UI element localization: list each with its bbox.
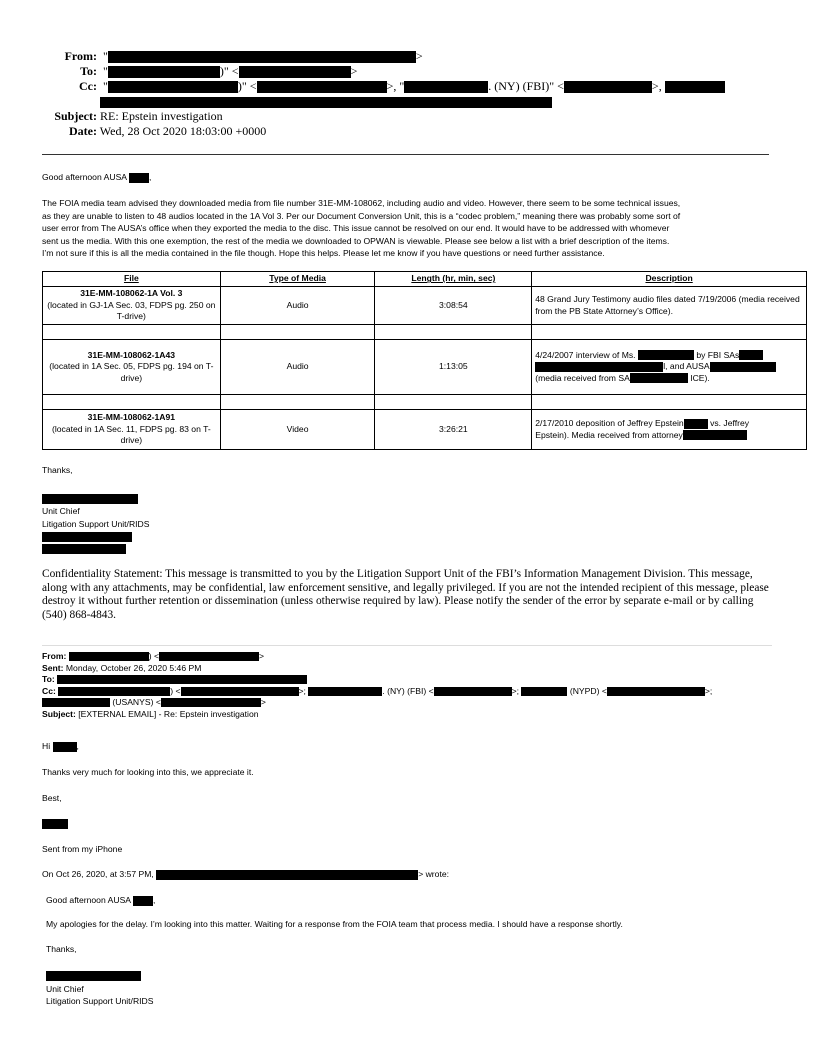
subject-row [47, 109, 725, 124]
redaction [630, 373, 688, 383]
redaction [239, 66, 351, 78]
cc-label: Cc: [79, 79, 97, 93]
title: Unit Chief [42, 506, 80, 516]
email2-quote-intro: On Oct 26, 2020, at 3:57 PM, > wrote: [42, 869, 449, 879]
table-spacer-row [43, 325, 807, 340]
quoted-line1: My apologies for the delay. I’m looking into this matter. Waiting for a response from the FOIA team that process media. I should have a response shortly. [46, 919, 623, 929]
col-header-length: Length (hr, min, sec) [375, 272, 532, 287]
redaction [739, 350, 763, 360]
file-cell: 31E-MM-108062-1A Vol. 3 (located in GJ-1A Sec. 03, FDPS pg. 250 on T-drive) [43, 287, 221, 325]
cc-row-continued [50, 94, 725, 109]
redaction [108, 51, 416, 63]
date-label: Date: [69, 124, 97, 138]
redaction [42, 532, 132, 542]
cc-row: Cc: " )" < >, " . (NY) (FBI)" < >, [50, 79, 725, 94]
table-row [43, 410, 807, 450]
col-header-type: Type of Media [220, 272, 375, 287]
table-header-row [43, 272, 807, 287]
length-cell: 3:08:54 [375, 287, 532, 325]
redaction [42, 819, 68, 829]
redaction [159, 652, 259, 661]
redaction [161, 698, 261, 707]
table-row [43, 287, 807, 325]
subject-label: Subject: [54, 109, 97, 123]
description-cell: 2/17/2010 deposition of Jeffrey Epstein vs. Jeffrey Epstein). Media received from attorney [532, 410, 807, 450]
redaction [710, 362, 776, 372]
greeting: Good afternoon AUSA , [42, 172, 152, 182]
quoted-title: Unit Chief [46, 984, 84, 994]
redaction [564, 81, 652, 93]
description-cell: 4/24/2007 interview of Ms. by FBI SAs l, and AUSA (media received from SA ICE). [532, 340, 807, 395]
file-cell: 31E-MM-108062-1A91 (located in 1A Sec. 11, FDPS pg. 83 on T-drive) [43, 410, 221, 450]
redaction [181, 687, 299, 696]
email2-greeting: Hi , [42, 741, 79, 751]
from-row: From: " > [50, 49, 725, 64]
quoted-thanks: Thanks, [46, 944, 77, 954]
redaction [108, 81, 238, 93]
redaction [58, 687, 170, 696]
redaction [535, 362, 663, 372]
unit: Litigation Support Unit/RIDS [42, 518, 150, 529]
email2-best: Best, [42, 793, 62, 803]
type-cell: Video [220, 410, 375, 450]
date-text: Wed, 28 Oct 2020 18:03:00 +0000 [99, 124, 267, 138]
redaction [607, 687, 705, 696]
redaction [133, 896, 153, 906]
description-cell: 48 Grand Jury Testimony audio files dated 7/19/2006 (media received from the PB State Attorney’s Office). [532, 287, 807, 325]
from-label: From: [64, 49, 97, 63]
redaction [638, 350, 694, 360]
redaction [129, 173, 149, 183]
email2-line1: Thanks very much for looking into this, we appreciate it. [42, 767, 254, 777]
col-header-file: File [43, 272, 221, 287]
type-cell: Audio [220, 287, 375, 325]
redaction [308, 687, 382, 696]
redaction [257, 81, 387, 93]
redaction [665, 81, 725, 93]
redaction [53, 742, 77, 752]
table-spacer-row [43, 395, 807, 410]
redaction [683, 430, 747, 440]
redaction [108, 66, 220, 78]
redaction [404, 81, 488, 93]
redaction [42, 494, 138, 504]
confidentiality-statement: Confidentiality Statement: This message is transmitted to you by the Litigation Support Unit of the FBI’s Information Management Division. This message, along with any attachments, may be confidential, law enforcement sensitive, and legally privileged. If you are not the intended recipient of this message, please destroy it without further retention or dissemination (unless otherwise required by law). Please notify the sender of the error by separate e-mail or by calling (540) 868-4843. [42, 568, 769, 621]
table-row [43, 340, 807, 395]
date-row [50, 124, 725, 139]
quoted-greeting: Good afternoon AUSA , [46, 895, 156, 905]
type-cell: Audio [220, 340, 375, 395]
redaction [434, 687, 512, 696]
redaction [100, 97, 552, 108]
signature-block [42, 464, 149, 554]
body-paragraph: The FOIA media team advised they downloaded media from file number 31E-MM-108062, including audio and video. However, there seem to be some technical issues, as they are unable to listen to 48 audios located in the 1A Vol 3. Per our Document Conversion Unit, this is a “codec problem,” meaning there was probably some sort of user error from The AUSA’s office when they exported the media to the disc. This issue cannot be resolved on our end. It would have to be addressed with whomever sent us the media. With this one exemption, the rest of the media we downloaded to OPWAN is viewable. Please see below a list with a brief description of the items. I’m not sure if this is all the media contained in the file though. Hope this helps. Please let me know if you have questions or need further assistance. [42, 198, 681, 258]
email2-sent-from: Sent from my iPhone [42, 844, 123, 854]
quoted-unit: Litigation Support Unit/RIDS [46, 996, 154, 1006]
redaction [684, 419, 708, 429]
length-cell: 1:13:05 [375, 340, 532, 395]
header-divider [42, 154, 769, 155]
thanks: Thanks, [42, 465, 73, 475]
col-header-description: Description [532, 272, 807, 287]
redaction [521, 687, 567, 696]
redaction [156, 870, 418, 880]
media-table [42, 271, 807, 450]
redaction [42, 544, 126, 554]
redaction [46, 971, 141, 981]
email-header [50, 49, 725, 139]
email2-header: From: ) < > Sent: Monday, October 26, 2020 5:46 PM To: Cc: ) < >; . (NY) (FBI) < >; (NYPD) < >; (USANYS) < > Subject: [EXTERNAL EMAIL] - Re: Epstein investigation [42, 651, 713, 719]
subject-text: RE: Epstein investigation [100, 109, 223, 123]
file-cell: 31E-MM-108062-1A43 (located in 1A Sec. 05, FDPS pg. 194 on T-drive) [43, 340, 221, 395]
redaction [42, 698, 110, 707]
to-row: To: " )" < > [50, 64, 725, 79]
section-divider [42, 645, 772, 646]
length-cell: 3:26:21 [375, 410, 532, 450]
redaction [69, 652, 149, 661]
redaction [57, 675, 307, 684]
to-label: To: [80, 64, 97, 78]
